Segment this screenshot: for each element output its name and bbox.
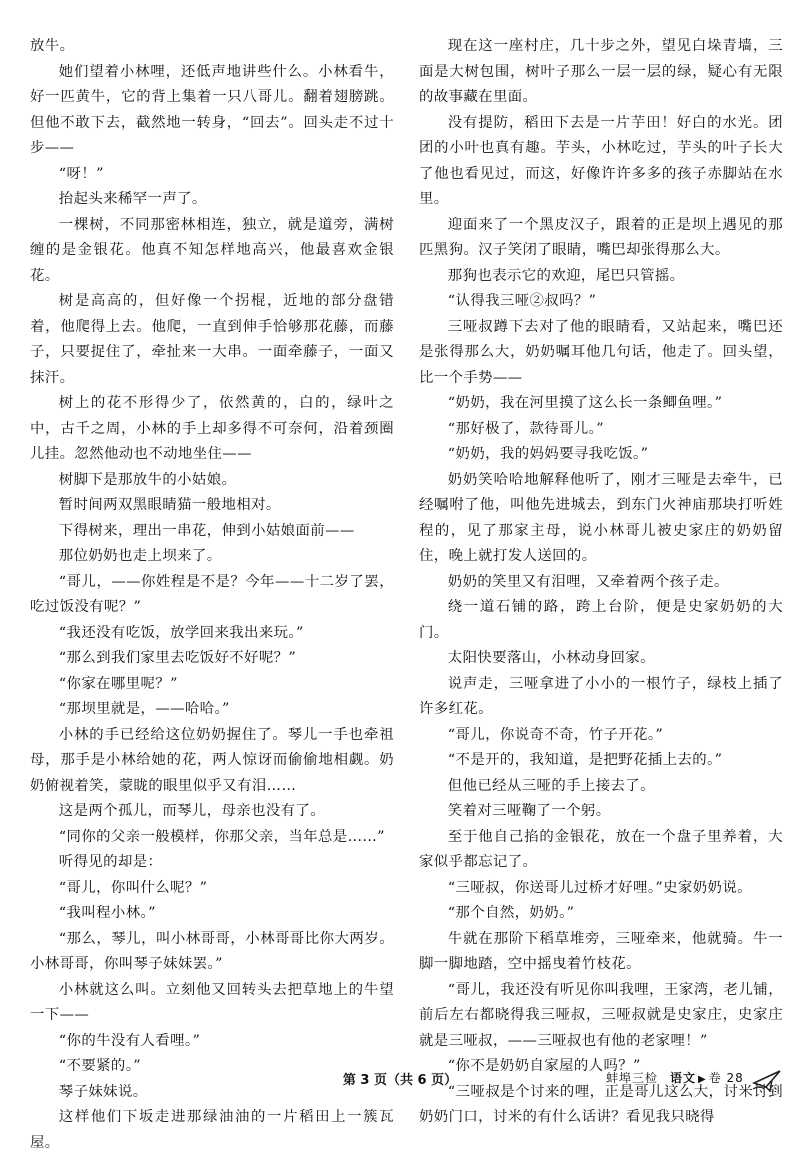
exam-name: 蚌埠三检 — [606, 1071, 659, 1085]
right-column-paragraph: “三哑叔是个讨来的哩，正是哥儿这么大，讨米讨到奶奶门口，讨米的有什么话讲？看见我只晓得 — [419, 1083, 783, 1125]
right-column-paragraph: “不是开的，我知道，是把野花插上去的。” — [447, 752, 723, 768]
left-column-paragraph: “我叫程小林。” — [58, 905, 156, 921]
left-column-paragraph: 这样他们下坂走进那绿油油的一片稻田上一簇瓦屋。 — [30, 1109, 394, 1151]
right-column-paragraph: “哥儿，你说奇不奇，竹子开花。” — [447, 726, 664, 743]
paper-plane-logo — [752, 1067, 782, 1093]
right-column-paragraph: 现在这一座村庄，几十步之外，望见白垛青墙，三面是大树包围，树叶子那么一层一层的绿，疑心有无限的故事藏在里面。 — [419, 38, 783, 105]
left-column-paragraph: “我还没有吃饭，放学回来我出来玩。” — [58, 624, 304, 641]
left-column-paragraph: “你家在哪里呢？” — [58, 675, 178, 692]
left-column-paragraph: “不要紧的。” — [58, 1058, 142, 1074]
right-column-paragraph: 绕一道石铺的路，跨上台阶，便是史家奶奶的大门。 — [419, 599, 783, 641]
left-column-paragraph: “那么，琴儿，叫小林哥哥，小林哥哥比你大两岁。小林哥哥，你叫琴子妹妹罢。” — [30, 930, 394, 972]
right-column-paragraph: “三哑叔，你送哥儿过桥才好哩。”史家奶奶说。 — [447, 879, 752, 896]
right-column-paragraph: “哥儿，我还没有听见你叫我哩，王家湾，老儿铺，前后左右都晓得我三哑叔，三哑叔就是史家庄，史家庄就是三哑叔，——三哑叔也有他的老家哩！” — [419, 981, 783, 1049]
left-column-paragraph: 树上的花不形得少了，依然黄的，白的，绿叶之中，古千之周，小林的手上却多得不可奈何，沿着颈圈儿挂。忽然他动也不动地坐住—— — [30, 395, 394, 462]
left-column-paragraph: 她们望着小林哩，还低声地讲些什么。小林看牛，好一匹黄牛，它的背上集着一只八哥儿。翻着翅膀跳。但他不敢下去，截然地一转身，“回去”。回头走不过十步—— — [30, 63, 394, 156]
page-footer — [0, 1067, 800, 1097]
right-column-paragraph: 牛就在那阶下稻草堆旁，三哑牵来，他就骑。牛一脚一脚地踏，空中摇曳着竹枝花。 — [419, 930, 783, 972]
right-column-paragraph: “奶奶，我在河里摸了这么长一条鲫鱼哩。” — [447, 395, 723, 411]
right-column-paragraph: 那狗也表示它的欢迎，尾巴只管摇。 — [447, 267, 685, 284]
left-column-paragraph: 树是高高的，但好像一个拐棍，近地的部分盘错着，他爬得上去。他爬，一直到伸手恰够那花藤，而藤子，只要捉住了，牵扯来一大串。一面牵藤子，一面又抹汗。 — [30, 293, 394, 386]
left-column — [30, 34, 394, 1156]
left-column-paragraph: 小林就这么叫。立刻他又回转头去把草地上的牛望一下—— — [30, 981, 394, 1023]
right-column-paragraph: 至于他自己掐的金银花，放在一个盘子里养着，大家似乎都忘记了。 — [419, 828, 783, 870]
left-column-paragraph: “哥儿，——你姓程是不是？今年——十二岁了罢，吃过饭没有呢？” — [30, 573, 394, 615]
right-column-paragraph: “你不是奶奶自家屋的人吗？” — [447, 1058, 641, 1074]
right-column-paragraph: “认得我三哑②叔吗？” — [447, 293, 597, 309]
right-column-paragraph: 没有提防，稻田下去是一片芋田！好白的水光。团团的小叶也真有趣。芋头，小林吃过，芋头的叶子长大了他也看见过，而这，好像许许多多的孩子赤脚站在水里。 — [419, 114, 783, 207]
left-column-paragraph: 抬起头来稀罕一声了。 — [58, 191, 207, 207]
right-column-paragraph: 太阳快要落山，小林动身回家。 — [447, 650, 655, 666]
left-column-paragraph: 小林的手已经给这位奶奶握住了。琴儿一手也牵祖母，那手是小林给她的花，两人惊讶而偷偷地相觑。奶奶俯视着笑，蒙眬的眼里似乎又有泪…… — [30, 726, 394, 794]
left-column-paragraph: “那么到我们家里去吃饭好不好呢？” — [58, 650, 297, 666]
left-column-paragraph: 一棵树，不同那密林相连，独立，就是道旁，满树缠的是金银花。他真不知怎样地高兴，他最喜欢金银花。 — [30, 216, 394, 284]
left-column-paragraph: 那位奶奶也走上坝来了。 — [58, 548, 222, 564]
right-column-paragraph: 奶奶笑哈哈地解释他听了，刚才三哑是去牵牛，已经嘱咐了他，叫他先进城去，到东门火神庙那块打听姓程的，见了那家主母，说小林哥儿被史家庄的奶奶留住，晚上就打发人送回的。 — [419, 471, 783, 564]
left-column-paragraph: “那坝里就是，——哈哈。” — [58, 701, 230, 717]
right-column-paragraph: “那个自然，奶奶。” — [447, 905, 575, 921]
right-column-paragraph: 迎面来了一个黑皮汉子，跟着的正是坝上遇见的那匹黑狗。汉子笑闭了眼睛，嘴巴却张得那么大。 — [419, 216, 783, 258]
left-column-paragraph: 放牛。 — [30, 38, 75, 54]
right-column-paragraph: 但他已经从三哑的手上接去了。 — [447, 777, 655, 794]
left-column-paragraph: “同你的父亲一般模样，你那父亲，当年总是……” — [58, 828, 385, 845]
left-column-paragraph: “呀！” — [58, 165, 104, 182]
page-number: 第 3 页（共 6 页） — [342, 1073, 458, 1088]
left-column-paragraph: 琴子妹妹说。 — [58, 1083, 148, 1100]
right-column — [419, 34, 783, 1131]
right-column-paragraph: “奶奶，我的妈妈要寻我吃饭。” — [447, 446, 649, 462]
right-column-paragraph: 笑着对三哑鞠了一个躬。 — [447, 803, 611, 819]
left-column-paragraph: 树脚下是那放牛的小姑娘。 — [58, 471, 237, 488]
right-column-paragraph: “那好极了，款待哥儿。” — [447, 420, 605, 437]
left-column-paragraph: “你的牛没有人看哩。” — [58, 1032, 201, 1049]
left-column-paragraph: 听得见的却是： — [58, 854, 163, 870]
right-column-paragraph: 奶奶的笑里又有泪哩，又牵着两个孩子走。 — [447, 573, 729, 590]
right-column-paragraph: 说声走，三哑拿进了小小的一根竹子，绿枝上插了许多红花。 — [419, 675, 783, 717]
subject-label: 语文 — [670, 1071, 697, 1085]
exam-tag — [606, 1069, 744, 1086]
paper-code: 卷 28 — [708, 1071, 744, 1085]
left-column-paragraph: “哥儿，你叫什么呢？” — [58, 879, 208, 896]
left-column-paragraph: 这是两个孤儿，而琴儿，母亲也没有了。 — [58, 803, 326, 819]
left-column-paragraph: 暂时间两双黑眼睛猫一般地相对。 — [58, 497, 281, 513]
play-arrow-icon: ▶ — [698, 1074, 707, 1085]
left-column-paragraph: 下得树来，理出一串花，伸到小姑娘面前—— — [58, 522, 355, 539]
right-column-paragraph: 三哑叔蹲下去对了他的眼睛看，又站起来，嘴巴还是张得那么大，奶奶嘱耳他几句话，他走了。回头望，比一个手势—— — [419, 318, 783, 386]
